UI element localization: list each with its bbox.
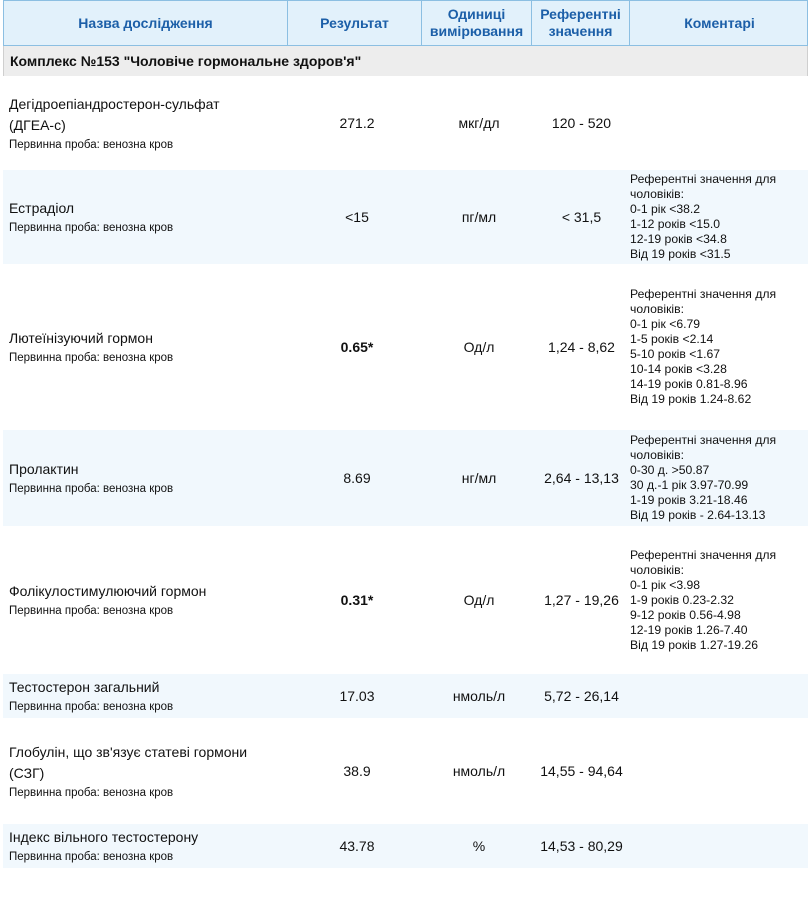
comment-line: Від 19 років 1.27-19.26 [630, 637, 759, 652]
test-name-cell [9, 718, 289, 824]
result-value: 0.31* [340, 592, 374, 608]
reference-value: 1,24 - 8,62 [548, 339, 615, 355]
comment-cell [630, 824, 808, 868]
unit-value: % [472, 838, 486, 854]
comment-line: 0-30 д. >50.87 [630, 463, 710, 477]
comment-cell [630, 76, 808, 170]
table-row [3, 526, 808, 674]
test-name-line: Глобулін, що зв'язує статеві гормони [9, 743, 248, 760]
results-table [3, 0, 808, 863]
unit-value: Од/л [463, 339, 495, 355]
comment-line: Референтні значення для [630, 547, 777, 562]
reference-value: 2,64 - 13,13 [544, 470, 619, 486]
comment-line: 12-19 років <34.8 [630, 232, 727, 246]
comment-line: 0-1 рік <3.98 [630, 577, 701, 592]
result-value: 0.65* [340, 339, 374, 355]
test-name-line: (ДГЕА-с) [9, 116, 66, 133]
test-name-cell [9, 170, 289, 264]
unit-value: нмоль/л [452, 688, 506, 704]
comment-line: чоловіків: [630, 187, 684, 201]
comment-line: 0-1 рік <38.2 [630, 202, 701, 216]
comment-line: 0-1 рік <6.79 [630, 317, 701, 331]
comment-cell [630, 718, 808, 824]
comment-line: Референтні значення для [630, 433, 777, 447]
table-row [3, 718, 808, 824]
comment-cell [630, 170, 808, 264]
unit-value: нг/мл [461, 470, 497, 486]
sample-type: Первинна проба: венозна кров [9, 222, 174, 234]
unit-value: мкг/дл [458, 115, 500, 131]
comment-cell [630, 264, 808, 430]
sample-type: Первинна проба: венозна кров [9, 786, 174, 799]
test-name [9, 198, 289, 219]
comment-line: чоловіків: [630, 448, 684, 462]
test-name [9, 459, 289, 480]
table-row [3, 674, 808, 718]
test-name-line: Естрадіол [9, 200, 75, 216]
test-name-line: Лютеїнізуючий гормон [9, 330, 153, 346]
reference-value: 5,72 - 26,14 [544, 688, 619, 704]
unit-value: нмоль/л [452, 763, 506, 779]
result-value: 8.69 [343, 470, 371, 486]
test-name [9, 328, 289, 349]
comment-line: Референтні значення для [630, 287, 777, 301]
table-row [3, 430, 808, 526]
result-value: 17.03 [339, 688, 375, 704]
comment-cell [630, 674, 808, 718]
reference-value: 120 - 520 [551, 115, 612, 131]
header-comments: Коментарі [684, 14, 755, 31]
comment-line: 9-12 років 0.56-4.98 [630, 607, 741, 622]
result-value: 271.2 [339, 115, 375, 131]
comment-line: 10-14 років <3.28 [630, 362, 727, 376]
result-value: 43.78 [339, 838, 375, 854]
table-row [3, 264, 808, 430]
table-row [3, 170, 808, 264]
comment-line: 14-19 років 0.81-8.96 [630, 377, 748, 391]
header-name: Назва дослідження [4, 1, 288, 45]
test-name-cell [9, 526, 289, 674]
comment-line: Від 19 років <31.5 [630, 247, 731, 261]
group-title: Комплекс №153 "Чоловіче гормональне здоров'я" [3, 46, 808, 76]
sample-type: Первинна проба: венозна кров [9, 483, 174, 495]
table-header [3, 0, 808, 46]
comment-line: Від 19 років 1.24-8.62 [630, 392, 752, 406]
result-value: 38.9 [343, 763, 371, 779]
test-name-cell [9, 430, 289, 526]
comment-line: чоловіків: [630, 302, 684, 316]
sample-type: Первинна проба: венозна кров [9, 352, 174, 364]
table-row [3, 824, 808, 868]
comment-cell [630, 430, 808, 526]
header-reference: Референтні значення [532, 1, 630, 45]
test-name-cell [9, 264, 289, 430]
comment-line: 5-10 років <1.67 [630, 347, 721, 361]
test-name-line: Пролактин [9, 461, 79, 477]
result-value: <15 [345, 209, 369, 225]
test-name-line: Індекс вільного тестостерону [9, 829, 199, 845]
test-name [9, 827, 289, 848]
comment-line: чоловіків: [630, 562, 684, 577]
comment-line: Від 19 років - 2.64-13.13 [630, 508, 766, 522]
unit-value: пг/мл [461, 209, 497, 225]
sample-type: Первинна проба: венозна кров [9, 701, 174, 713]
test-name [9, 742, 289, 784]
comment-line: 30 д.-1 рік 3.97-70.99 [630, 478, 749, 492]
comment-line: Референтні значення для [630, 172, 777, 186]
header-result: Результат [288, 1, 422, 45]
test-name [9, 581, 289, 602]
test-name-line: Тестостерон загальний [9, 679, 160, 695]
sample-type: Первинна проба: венозна кров [9, 851, 174, 863]
test-name-cell [9, 824, 289, 868]
reference-value: < 31,5 [561, 209, 602, 225]
comment-line: 1-12 років <15.0 [630, 217, 721, 231]
test-name-line: Дегідроепіандростерон-сульфат [9, 95, 220, 112]
table-row [3, 76, 808, 170]
sample-type: Первинна проба: венозна кров [9, 138, 174, 151]
test-name-cell [9, 674, 289, 718]
header-units: Одиниці вимірювання [422, 1, 532, 45]
comment-line: 12-19 років 1.26-7.40 [630, 622, 748, 637]
test-name [9, 94, 289, 136]
test-name-line: Фолікулостимулюючий гормон [9, 583, 207, 599]
comment-cell [630, 526, 808, 674]
reference-value: 14,53 - 80,29 [540, 838, 623, 854]
test-name-line: (СЗГ) [9, 764, 45, 781]
reference-value: 14,55 - 94,64 [540, 763, 623, 779]
unit-value: Од/л [463, 592, 495, 608]
comment-line: 1-19 років 3.21-18.46 [630, 493, 748, 507]
sample-type: Первинна проба: венозна кров [9, 605, 174, 617]
comment-line: 1-5 років <2.14 [630, 332, 714, 346]
comment-line: 1-9 років 0.23-2.32 [630, 592, 734, 607]
test-name [9, 677, 289, 698]
reference-value: 1,27 - 19,26 [544, 592, 619, 608]
test-name-cell [9, 76, 289, 170]
